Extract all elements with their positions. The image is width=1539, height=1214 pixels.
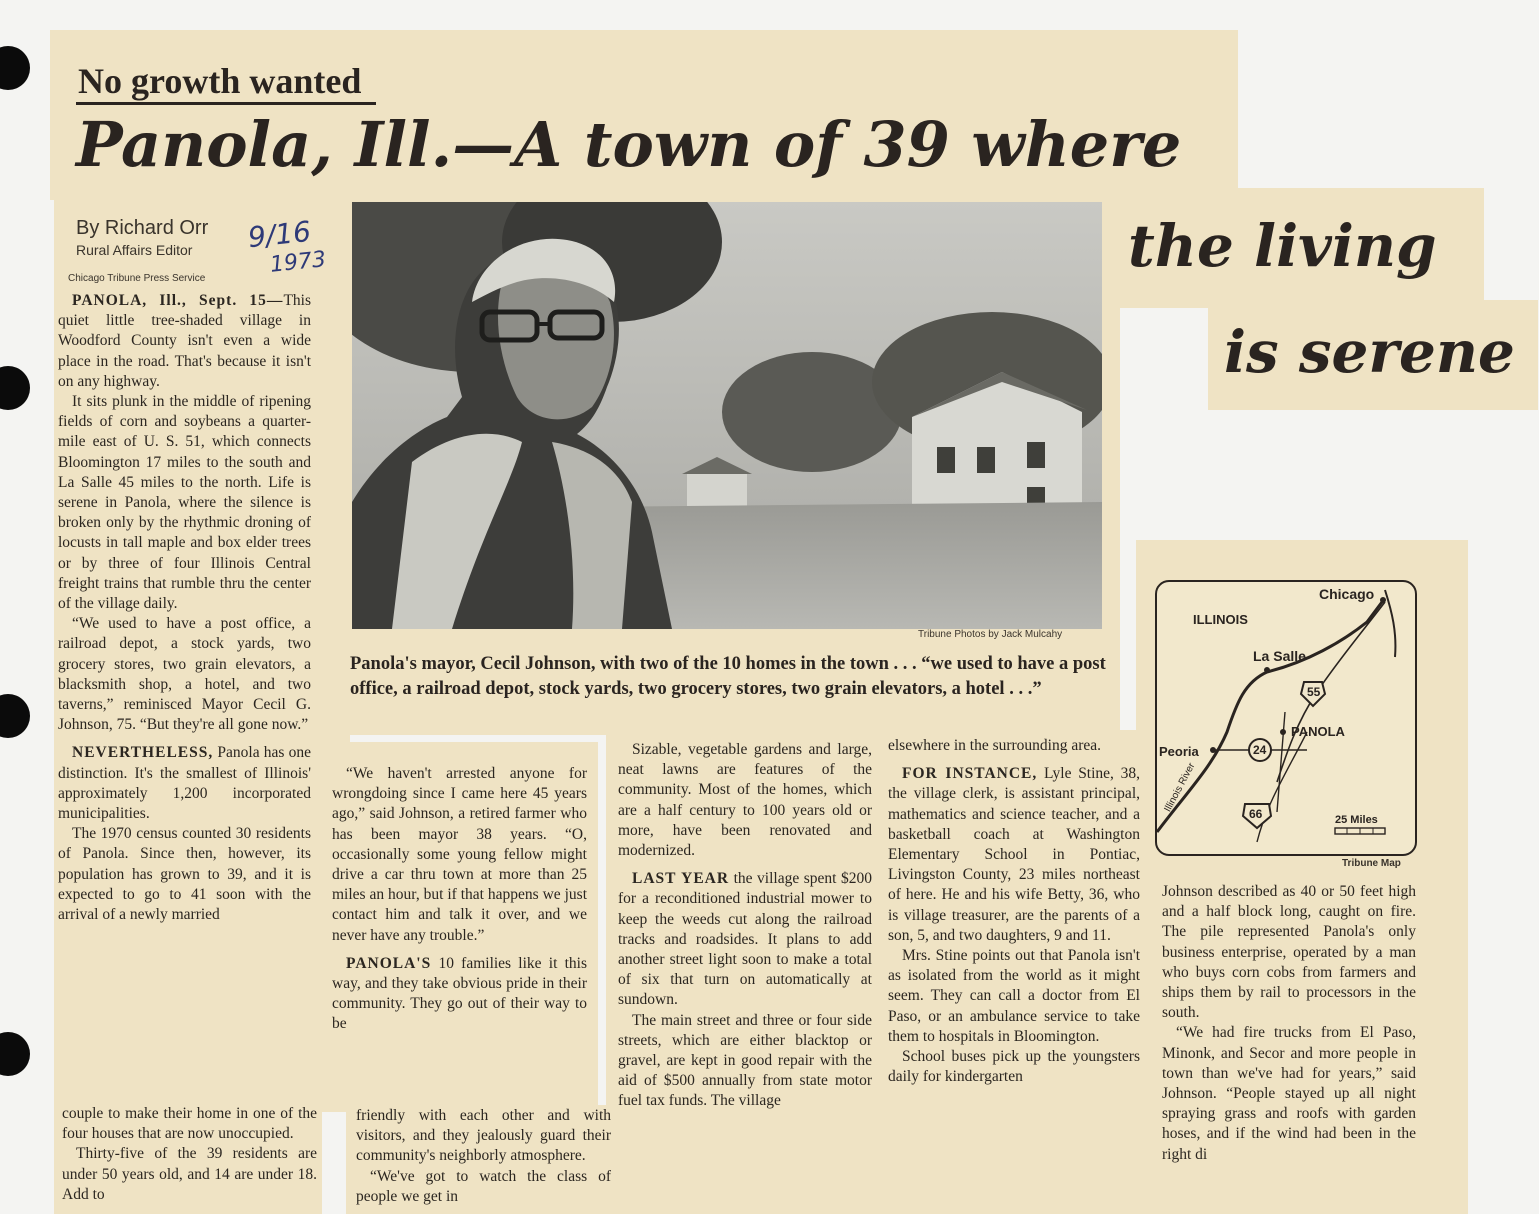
article-paragraph: “We used to have a post office, a railroad depot, a stock yards, two grocery stores, two grain elevators, a blacksmith shop, a hotel, and two taverns,” reminisced Mayor Cecil G. Johnson, 75. “But they're all gone now.” — [58, 615, 311, 734]
article-paragraph: couple to make their home in one of the four houses that are now unoccupied. — [62, 1105, 317, 1143]
photo-caption: Panola's mayor, Cecil Johnson, with two of the 10 homes in the town . . . “we used to have a post office, a railroad depot, stock yards, two grocery stores, two grain elevators, a hotel . . .” — [350, 654, 1106, 699]
map-label-lasalle: La Salle — [1253, 648, 1306, 664]
binder-hole — [0, 694, 30, 738]
article-column-3 — [618, 740, 872, 1214]
handwritten-date-year: 1973 — [268, 247, 328, 278]
binder-hole — [0, 366, 30, 410]
article-paragraph: It sits plunk in the middle of ripening fields of corn and soybeans a quarter-mile east of U. S. 51, which connects Bloomington 17 miles to the south and La Salle 45 miles to the north. Life is serene in Panola, where the silence is broken only by the rhythmic droning of locusts in tall maple and box elder trees or by three of four Illinois Central freight trains that rumble thru the center of the village daily. — [58, 393, 311, 613]
map-scale: 25 Miles — [1335, 814, 1378, 826]
photo-illustration — [352, 202, 1102, 629]
article-column-2-continued — [356, 1106, 611, 1214]
map-label-river: Illinois River — [1162, 761, 1198, 814]
article-paragraph: The 1970 census counted 30 residents of Panola. Since then, however, its population has grown to 39, and it is expected to go to 41 soon with the arrival of a newly married — [58, 825, 311, 924]
map-credit: Tribune Map — [1342, 858, 1401, 869]
dateline: PANOLA, Ill., Sept. 15— — [72, 292, 284, 309]
kicker-rule — [76, 102, 376, 105]
article-paragraph: PANOLA, Ill., Sept. 15—This quiet little tree-shaded village in Woodford County isn't even a wide place in the road. That's because it isn't on any highway. — [58, 292, 311, 390]
article-paragraph: “We haven't arrested anyone for wrongdoing since I came here 45 years ago,” said Johnson, a retired farmer who has been mayor 38 years. “O, occasionally some young fellow might drive a car thru town at more than 25 miles an hour, but if that happens we just contact him and talk it over, and we never have any trouble.” — [332, 765, 587, 944]
press-service: Chicago Tribune Press Service — [68, 273, 206, 284]
article-column-1 — [58, 291, 311, 1093]
article-paragraph: friendly with each other and with visitors, and they jealously guard their community's neighborly atmosphere. — [356, 1107, 611, 1165]
article-paragraph: Johnson described as 40 or 50 feet high and a half block long, caught on fire. The pile represented Panola's only business enterprise, operated by a man who buys corn cobs from farmers and ships them by rail to processors in the south. — [1162, 883, 1416, 1022]
map-label-panola: PANOLA — [1291, 724, 1345, 739]
photo-mayor-cecil-johnson — [352, 202, 1102, 629]
kicker: No growth wanted — [78, 61, 362, 101]
article-paragraph: “We had fire trucks from El Paso, Minonk, and Secor and more people in town than we've had for years,” said Johnson. “People stayed up all night spraying grass and roofs with garden hoses, and if the wind had been in the right di — [1162, 1024, 1416, 1163]
article-column-1-continued — [62, 1104, 317, 1214]
article-paragraph: PANOLA'S 10 families like it this way, and they take obvious pride in their community. They go out of their way to be — [332, 954, 587, 1033]
article-paragraph: elsewhere in the surrounding area. — [888, 737, 1102, 754]
article-column-2 — [332, 764, 587, 1096]
article-paragraph: School buses pick up the youngsters daily for kindergarten — [888, 1048, 1140, 1086]
route-66: 66 — [1249, 807, 1263, 821]
article-column-4 — [888, 736, 1140, 1214]
headline-part2: the living — [1128, 212, 1437, 280]
article-paragraph: Sizable, vegetable gardens and large, neat lawns are features of the community. Most of the homes, which are a half century to 100 years old or more, have been renovated and modernized. — [618, 741, 872, 860]
article-paragraph: Thirty-five of the 39 residents are under 50 years old, and 14 are under 18. Add to — [62, 1145, 317, 1203]
map-illinois — [1155, 580, 1417, 856]
binder-hole — [0, 46, 30, 90]
article-paragraph: “We've got to watch the class of people we get in — [356, 1167, 611, 1205]
article-paragraph: Mrs. Stine points out that Panola isn't as isolated from the world as it might seem. They can call a doctor from El Paso, or an ambulance service to take them to hospitals in Bloomington. — [888, 947, 1140, 1045]
byline-title: Rural Affairs Editor — [76, 242, 193, 258]
article-paragraph: NEVERTHELESS, Panola has one distinction. It's the smallest of Illinois' approximately 1,200 incorporated municipalities. — [58, 744, 311, 823]
binder-hole — [0, 1032, 30, 1076]
article-column-5 — [1162, 882, 1416, 1214]
map-label-peoria: Peoria — [1159, 744, 1199, 759]
headline-part3: is serene — [1224, 318, 1515, 386]
photo-credit: Tribune Photos by Jack Mulcahy — [918, 629, 1063, 640]
map-label-chicago: Chicago — [1319, 586, 1375, 602]
byline-author: By Richard Orr — [76, 217, 209, 239]
article-paragraph: LAST YEAR the village spent $200 for a reconditioned industrial mower to keep the weeds cut along the railroad tracks and roadsides. It plans to add another street light soon to make a total of six that turn on automatically at sundown. — [618, 870, 872, 1009]
article-paragraph: The main street and three or four side streets, which are either blacktop or gravel, are kept in good repair with the aid of $500 annually from state motor fuel tax funds. The village — [618, 1011, 872, 1110]
headline-part1: Panola, Ill.—A town of 39 where — [76, 108, 1182, 181]
route-55: 55 — [1307, 685, 1321, 699]
article-paragraph: FOR INSTANCE, Lyle Stine, 38, the village clerk, is assistant principal, mathematics and science teacher, and a basketball coach at Washington Elementary School in Pontiac, Livingston County, 23 miles northeast of here. He and his wife Betty, 36, who is village treasurer, are the parents of a son, 5, and two daughters, 9 and 11. — [888, 765, 1140, 944]
handwritten-date-day: 9/16 — [246, 214, 313, 255]
map-label-state: ILLINOIS — [1193, 612, 1248, 627]
route-24: 24 — [1253, 743, 1267, 757]
